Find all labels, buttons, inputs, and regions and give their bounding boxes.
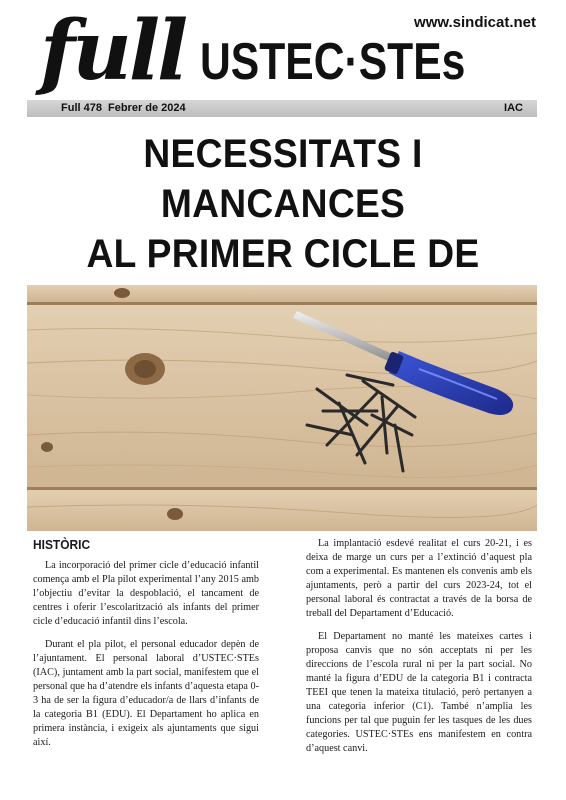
masthead-brand-title: USTEC·STEs: [200, 33, 466, 91]
headline-line: AL PRIMER CICLE DE: [86, 232, 480, 276]
article-paragraph: La implantació esdevé realitat el curs 20-21, i es deixa de marge un curs per a l’extinció d’aquest pla com a experimental. Es mantenen els convenis amb els ajuntaments, però a partir del curs 2023-24, tot el personal laboral és contractat a través de la borsa de treball del Departament d’Educació.: [306, 538, 532, 619]
article-column-left: [33, 537, 259, 759]
wood-planks: [27, 285, 537, 531]
article-column-right: [306, 537, 532, 765]
article-paragraph: La incorporació del primer cicle d’educació infantil comença amb el Pla pilot experimental l’any 2015 amb l’objectiu d’evitar la despoblació, el tancament de centres i oferir l’escolarització als infants del primer cicle d’educació infantil dins l’escola.: [33, 560, 259, 627]
issue-bar: [27, 100, 537, 117]
section-title: HISTÒRIC: [33, 537, 91, 552]
masthead-script-title: full: [40, 3, 186, 99]
masthead: [0, 0, 566, 120]
feature-photo: [27, 285, 537, 531]
wood-and-tools-illustration: [27, 285, 537, 531]
issue-date: Febrer de 2024: [108, 102, 186, 114]
article-paragraph: Durant el pla pilot, el personal educador depèn de l’ajuntament. El personal laboral d’USTEC·STEs (IAC), juntament amb la part social, manifestem que el personal que ha d’atendre els infants d’aquesta etapa 0-3 ha de ser la figura d’educador/a de llars d’infants de la categoria B1 (EDU). El Departament ho aplica en primera instància, i exigeix als ajuntaments que sigui així.: [33, 639, 259, 748]
website-link[interactable]: www.sindicat.net: [414, 14, 536, 31]
article-paragraph: El Departament no manté les mateixes cartes i proposa canvis que no són acceptats ni per les direccions de l’escola rural ni per la part social. No manté la figura d’EDU de la categoria B1 i contracta TEEI que tenen la mateixa titulació, però pertanyen a una categoria inferior (C1). També n’amplia les funcions per tal que puguin fer les tasques de les dues categories. USTEC·STEs ens manifestem en contra d’aquest canvi.: [306, 631, 532, 754]
headline-line: NECESSITATS I MANCANCES: [143, 132, 423, 226]
issue-number: Full 478: [61, 102, 102, 114]
issue-region: IAC: [504, 102, 523, 114]
